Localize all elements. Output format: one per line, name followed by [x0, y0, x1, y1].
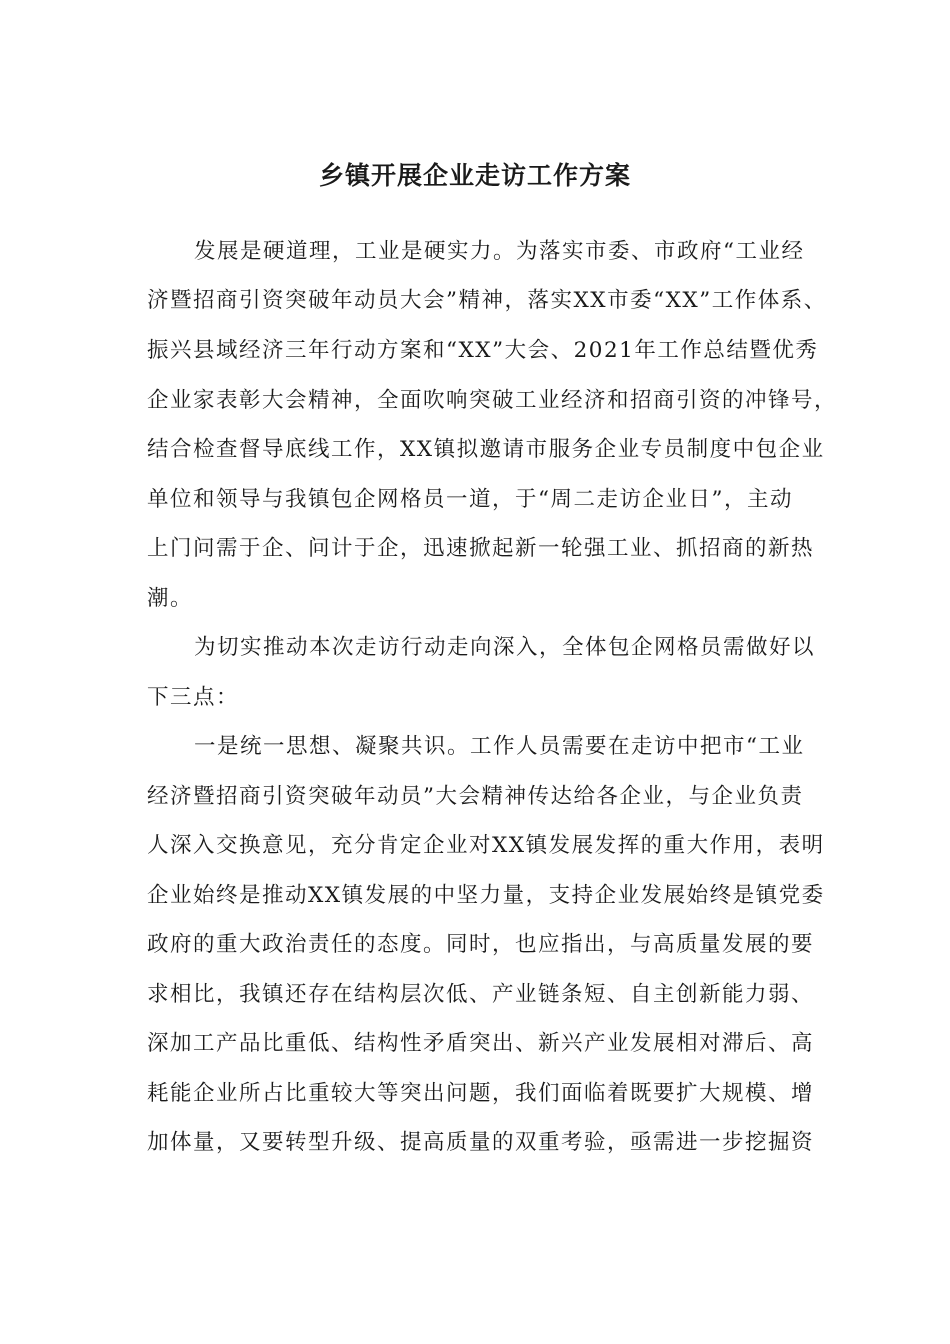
text-line: 企业家表彰大会精神，全面吹响突破工业经济和招商引资的冲锋号，	[147, 388, 838, 413]
text-line: 一是统一思想、凝聚共识。工作人员需要在走访中把市“工业	[194, 734, 805, 759]
document-title: 乡镇开展企业走访工作方案	[318, 161, 631, 190]
text-line: 为切实推动本次走访行动走向深入，全体包企网格员需做好以	[194, 635, 816, 660]
text-line: 济暨招商引资突破年动员大会”精神，落实XX市委“XX”工作体系、	[147, 288, 827, 313]
text-line: 加体量，又要转型升级、提高质量的双重考验，亟需进一步挖掘资	[147, 1130, 815, 1155]
text-line: 深加工产品比重低、结构性矛盾突出、新兴产业发展相对滞后、高	[147, 1031, 815, 1056]
text-line: 结合检查督导底线工作，XX镇拟邀请市服务企业专员制度中包企业	[147, 437, 825, 462]
text-line: 上门问需于企、问计于企，迅速掀起新一轮强工业、抓招商的新热	[147, 536, 815, 561]
text-line: 下三点：	[147, 685, 240, 710]
text-line: 单位和领导与我镇包企网格员一道，于“周二走访企业日”，主动	[147, 487, 793, 512]
text-line: 人深入交换意见，充分肯定企业对XX镇发展发挥的重大作用，表明	[147, 833, 825, 858]
text-line: 政府的重大政治责任的态度。同时，也应指出，与高质量发展的要	[147, 932, 815, 957]
text-line: 求相比，我镇还存在结构层次低、产业链条短、自主创新能力弱、	[147, 982, 815, 1007]
text-line: 企业始终是推动XX镇发展的中坚力量，支持企业发展始终是镇党委	[147, 883, 825, 908]
text-line: 发展是硬道理，工业是硬实力。为落实市委、市政府“工业经	[194, 239, 805, 264]
text-line: 耗能企业所占比重较大等突出问题，我们面临着既要扩大规模、增	[147, 1081, 815, 1106]
text-line: 潮。	[147, 586, 194, 611]
text-line: 经济暨招商引资突破年动员”大会精神传达给各企业，与企业负责	[147, 784, 804, 809]
text-line: 振兴县域经济三年行动方案和“XX”大会、2021年工作总结暨优秀	[147, 338, 819, 363]
